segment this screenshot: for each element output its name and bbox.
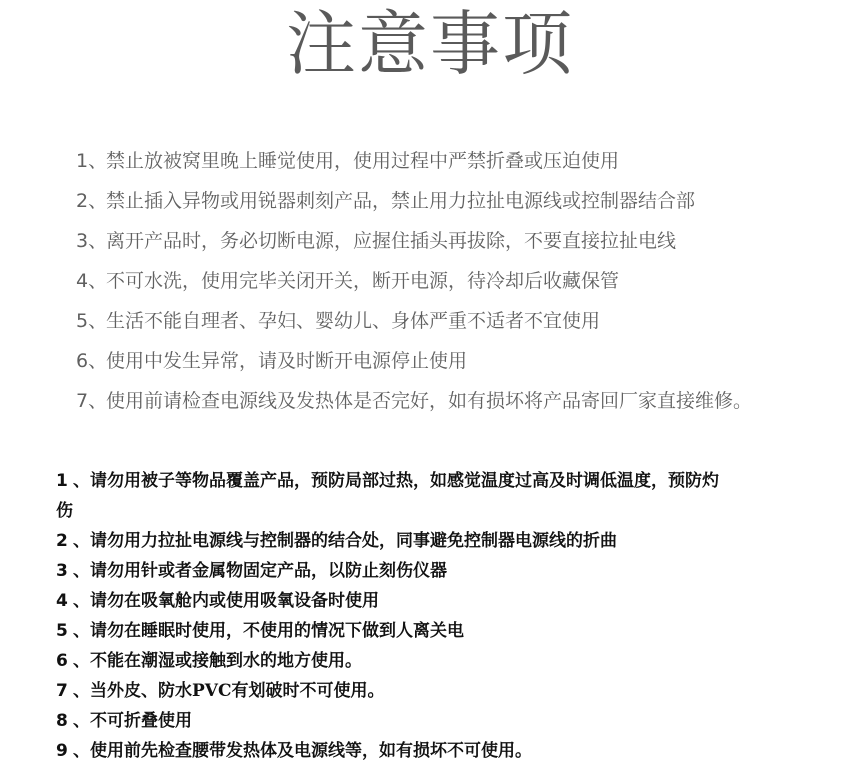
notice-text: 离开产品时，务必切断电源，应握住插头再拔除，不要直接拉扯电线	[106, 230, 677, 252]
caution-item	[0, 646, 833, 676]
caution-list	[0, 466, 833, 766]
notice-number: 2、	[76, 190, 108, 212]
caution-number: 4	[56, 591, 68, 611]
caution-text: 、不能在潮湿或接触到水的地方使用。	[73, 651, 362, 671]
caution-text: 、请勿用针或者金属物固定产品，以防止刻伤仪器	[73, 561, 447, 581]
notice-number: 1、	[76, 150, 108, 172]
caution-number: 8	[56, 711, 68, 731]
caution-number: 6	[56, 651, 68, 671]
notice-text: 不可水洗，使用完毕关闭开关，断开电源，待冷却后收藏保管	[106, 270, 620, 292]
caution-number: 1	[56, 471, 68, 491]
caution-item	[0, 466, 833, 526]
notice-text: 禁止插入异物或用锐器刺刻产品，禁止用力拉扯电源线或控制器结合部	[106, 190, 696, 212]
caution-number: 3	[56, 561, 68, 581]
caution-text: 、请勿在睡眠时使用，不使用的情况下做到人离关电	[73, 621, 464, 641]
notice-number: 3、	[76, 230, 108, 252]
caution-text: 、当外皮、防水PVC有划破时不可使用。	[73, 681, 385, 701]
notice-text: 使用前请检查电源线及发热体是否完好，如有损坏将产品寄回厂家直接维修。	[106, 390, 753, 412]
caution-item	[0, 556, 833, 586]
caution-item	[0, 706, 833, 736]
caution-item	[0, 736, 833, 766]
notice-number: 4、	[76, 270, 108, 292]
notice-text: 禁止放被窝里晚上睡觉使用，使用过程中严禁折叠或压迫使用	[106, 150, 620, 172]
notice-text: 生活不能自理者、孕妇、婴幼儿、身体严重不适者不宜使用	[106, 310, 601, 332]
caution-number: 7	[56, 681, 68, 701]
caution-text: 、请勿在吸氧舱内或使用吸氧设备时使用	[73, 591, 379, 611]
caution-number: 5	[56, 621, 68, 641]
caution-item	[0, 616, 833, 646]
caution-text: 、不可折叠使用	[73, 711, 192, 731]
notice-text: 使用中发生异常，请及时断开电源停止使用	[106, 350, 468, 372]
caution-text: 、使用前先检查腰带发热体及电源线等，如有损坏不可使用。	[73, 741, 532, 761]
notice-number: 5、	[76, 310, 108, 332]
caution-item	[0, 676, 833, 706]
page-title: 注意事项	[286, 3, 574, 85]
notice-number: 6、	[76, 350, 108, 372]
caution-item	[0, 586, 833, 616]
notice-number: 7、	[76, 390, 108, 412]
caution-item	[0, 526, 833, 556]
caution-number: 9	[56, 741, 68, 761]
caution-text: 、请勿用力拉扯电源线与控制器的结合处，同事避免控制器电源线的折曲	[73, 531, 617, 551]
caution-text: 、请勿用被子等物品覆盖产品，预防局部过热，如感觉温度过高及时调低温度，预防灼	[73, 471, 719, 491]
caution-text-continued: 伤	[56, 501, 73, 521]
caution-number: 2	[56, 531, 68, 551]
